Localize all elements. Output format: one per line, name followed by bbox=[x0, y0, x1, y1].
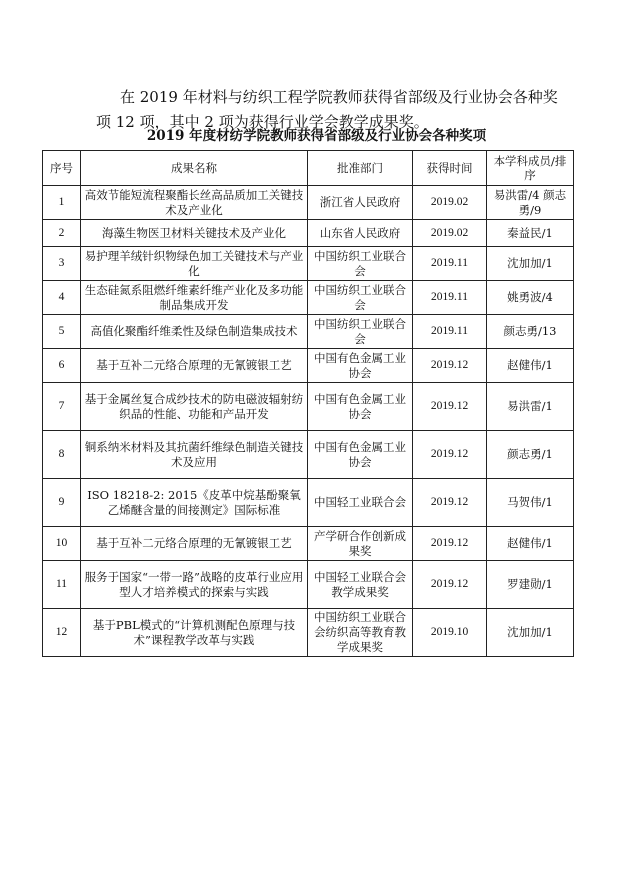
table-row bbox=[43, 315, 574, 349]
cell-time: 2019.12 bbox=[413, 527, 487, 561]
cell-time: 2019.10 bbox=[413, 609, 487, 657]
cell-members: 易洪雷/4 颜志勇/9 bbox=[487, 186, 574, 220]
cell-name: 海藻生物医卫材料关键技术及产业化 bbox=[81, 220, 308, 247]
cell-dept: 中国轻工业联合会 bbox=[308, 479, 413, 527]
cell-time: 2019.12 bbox=[413, 479, 487, 527]
cell-index: 12 bbox=[43, 609, 81, 657]
cell-index: 2 bbox=[43, 220, 81, 247]
cell-members: 罗建勋/1 bbox=[487, 561, 574, 609]
header-members: 本学科成员/排序 bbox=[487, 151, 574, 186]
cell-members: 赵健伟/1 bbox=[487, 527, 574, 561]
cell-dept: 中国纺织工业联合会 bbox=[308, 281, 413, 315]
cell-time: 2019.12 bbox=[413, 383, 487, 431]
cell-index: 4 bbox=[43, 281, 81, 315]
cell-time: 2019.11 bbox=[413, 315, 487, 349]
header-dept: 批准部门 bbox=[308, 151, 413, 186]
cell-time: 2019.11 bbox=[413, 281, 487, 315]
header-time: 获得时间 bbox=[413, 151, 487, 186]
header-name: 成果名称 bbox=[81, 151, 308, 186]
table-row bbox=[43, 609, 574, 657]
cell-members: 沈加加/1 bbox=[487, 247, 574, 281]
table-row bbox=[43, 527, 574, 561]
cell-dept: 浙江省人民政府 bbox=[308, 186, 413, 220]
cell-index: 3 bbox=[43, 247, 81, 281]
cell-time: 2019.11 bbox=[413, 247, 487, 281]
table-row bbox=[43, 383, 574, 431]
cell-index: 11 bbox=[43, 561, 81, 609]
cell-dept: 中国有色金属工业协会 bbox=[308, 383, 413, 431]
cell-members: 颜志勇/1 bbox=[487, 431, 574, 479]
intro-paragraph: 在 2019 年材料与纺织工程学院教师获得省部级及行业协会各种奖项 12 项，其中 2 项为获得行业学会教学成果奖。 bbox=[96, 88, 558, 131]
cell-name: 高效节能短流程聚酯长丝高品质加工关键技术及产业化 bbox=[81, 186, 308, 220]
cell-dept: 中国纺织工业联合会纺织高等教育教学成果奖 bbox=[308, 609, 413, 657]
table-row bbox=[43, 247, 574, 281]
cell-members: 赵健伟/1 bbox=[487, 349, 574, 383]
cell-members: 颜志勇/13 bbox=[487, 315, 574, 349]
cell-members: 易洪雷/1 bbox=[487, 383, 574, 431]
cell-members: 沈加加/1 bbox=[487, 609, 574, 657]
awards-table bbox=[42, 150, 574, 657]
table-row bbox=[43, 431, 574, 479]
cell-name: 服务于国家“一带一路”战略的皮革行业应用型人才培养模式的探索与实践 bbox=[81, 561, 308, 609]
cell-time: 2019.02 bbox=[413, 220, 487, 247]
cell-dept: 中国有色金属工业协会 bbox=[308, 349, 413, 383]
cell-index: 9 bbox=[43, 479, 81, 527]
cell-name: 易护理羊绒针织物绿色加工关键技术与产业化 bbox=[81, 247, 308, 281]
table-row bbox=[43, 349, 574, 383]
cell-name: ISO 18218-2: 2015《皮革中烷基酚聚氧乙烯醚含量的间接测定》国际标准 bbox=[81, 479, 308, 527]
cell-dept: 中国有色金属工业协会 bbox=[308, 431, 413, 479]
cell-dept: 中国轻工业联合会教学成果奖 bbox=[308, 561, 413, 609]
cell-index: 6 bbox=[43, 349, 81, 383]
table-row bbox=[43, 220, 574, 247]
table-title: 2019 年度材纺学院教师获得省部级及行业协会各种奖项 bbox=[146, 128, 487, 144]
table-row bbox=[43, 186, 574, 220]
cell-members: 姚勇波/4 bbox=[487, 281, 574, 315]
cell-name: 铜系纳米材料及其抗菌纤维绿色制造关键技术及应用 bbox=[81, 431, 308, 479]
cell-dept: 产学研合作创新成果奖 bbox=[308, 527, 413, 561]
table-row bbox=[43, 561, 574, 609]
table-row bbox=[43, 479, 574, 527]
cell-index: 7 bbox=[43, 383, 81, 431]
header-index: 序号 bbox=[43, 151, 81, 186]
cell-name: 基于PBL模式的“计算机测配色原理与技术”课程教学改革与实践 bbox=[81, 609, 308, 657]
cell-name: 基于金属丝复合成纱技术的防电磁波辐射纺织品的性能、功能和产品开发 bbox=[81, 383, 308, 431]
cell-name: 基于互补二元络合原理的无氰镀银工艺 bbox=[81, 349, 308, 383]
cell-dept: 中国纺织工业联合会 bbox=[308, 247, 413, 281]
cell-dept: 中国纺织工业联合会 bbox=[308, 315, 413, 349]
cell-name: 生态硅氮系阻燃纤维素纤维产业化及多功能制品集成开发 bbox=[81, 281, 308, 315]
cell-members: 马贺伟/1 bbox=[487, 479, 574, 527]
cell-index: 8 bbox=[43, 431, 81, 479]
cell-time: 2019.02 bbox=[413, 186, 487, 220]
table-header-row bbox=[43, 151, 574, 186]
cell-index: 10 bbox=[43, 527, 81, 561]
cell-time: 2019.12 bbox=[413, 561, 487, 609]
table-row bbox=[43, 281, 574, 315]
cell-index: 1 bbox=[43, 186, 81, 220]
cell-time: 2019.12 bbox=[413, 349, 487, 383]
cell-time: 2019.12 bbox=[413, 431, 487, 479]
cell-name: 高值化聚酯纤维柔性及绿色制造集成技术 bbox=[81, 315, 308, 349]
cell-index: 5 bbox=[43, 315, 81, 349]
cell-dept: 山东省人民政府 bbox=[308, 220, 413, 247]
cell-name: 基于互补二元络合原理的无氰镀银工艺 bbox=[81, 527, 308, 561]
cell-members: 秦益民/1 bbox=[487, 220, 574, 247]
